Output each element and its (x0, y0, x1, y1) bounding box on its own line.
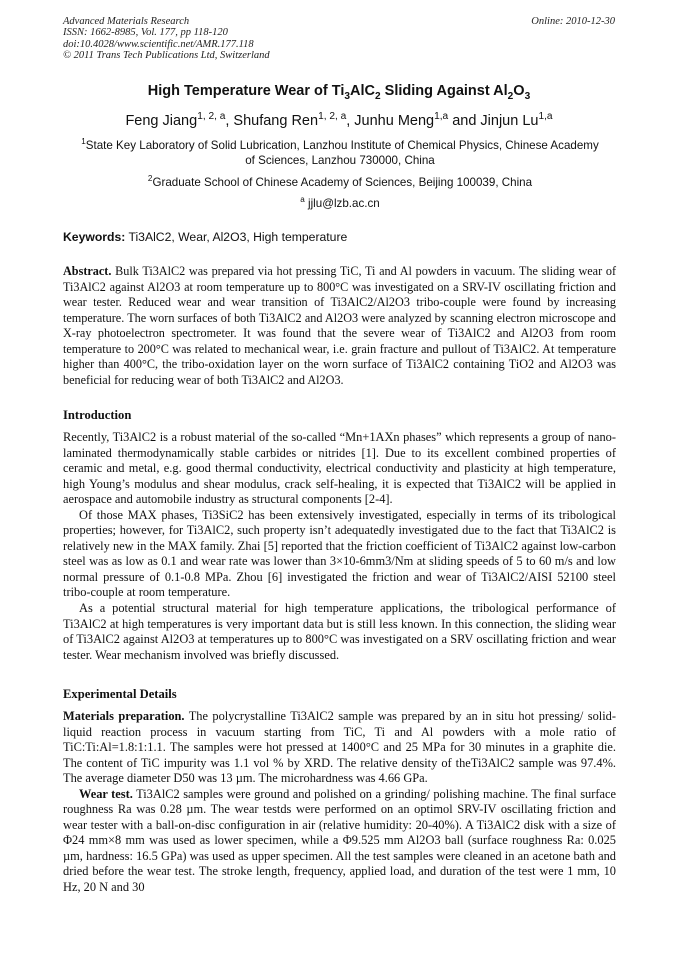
paragraph: Wear test. Ti3AlC2 samples were ground and polished on a grinding/ polishing machine. The final surface roughness Ra was 0.28 µm. The wear testds were performed on an optimol SRV-IV oscillating friction and wear tester with a ball-on-disc configuration in air (relative humidity: 20-40%). A Ti3AlC2 disk with a size of Φ24 mm×8 mm was used as lower specimen, while a Φ9.525 mm Al2O3 ball (surface roughness Ra: 0.025 µm, hardness: 16.5 GPa) was used as upper specimen. All the test samples were cleaned in an acetone bath and dried before the wear test. The stroke length, frequency, applied load, and duration of the test were 1 mm, 10 Hz, 20 N and 30 (63, 786, 616, 895)
abstract-label: Abstract. (63, 264, 112, 278)
keywords-label: Keywords: (63, 230, 126, 244)
affiliation-1: $^1$State Key Laboratory of Solid Lubrication, Lanzhou Institute of Chemical Physics, Chinese Academy of Sciences, Lanzhou 730000, China (81, 137, 599, 167)
paper-title: High Temperature Wear of $Ti_3AlC_2$ Sliding Against $Al_2O_3$ (147, 83, 531, 102)
abstract-text: Bulk Ti3AlC2 was prepared via hot pressing TiC, Ti and Al powders in vacuum. The sliding wear of Ti3AlC2 against Al2O3 at room temperature up to 800°C was investigated on a SRV-IV oscillating friction and wear tester. Reduced wear and wear transition of Ti3AlC2/Al2O3 tribo-couple were found by increasing temperature. The worn surfaces of both Ti3AlC2 and Al2O3 were analyzed by scanning electron microscope and X-ray photoelectron spectrometer. It was found that the severe wear of Ti3AlC2 and Al2O3 from room temperature to 200°C was related to mechanical wear, i.e. grain fracture and pullout of Ti3AlC2. At temperature higher than 400°C, the tribo-oxidation layer on the worn surface of Ti3AlC2 containing TiO2 and Al2O3 was beneficial for reducing wear of both Ti3AlC2 and Al2O3. (63, 264, 617, 387)
abstract (63, 264, 616, 388)
doi-line: doi:10.4028/www.scientific.net/AMR.177.118 (63, 38, 254, 50)
keywords (63, 230, 347, 244)
author: Feng Jiang (125, 113, 198, 129)
online-date: Online: 2010-12-30 (531, 16, 615, 27)
section-heading-experimental: Experimental Details (63, 687, 177, 701)
paragraph: Of those MAX phases, Ti3SiC2 has been extensively investigated, especially in terms of its tribological properties; however, for Ti3AlC2, such property isn’t adequatedly investigated due to the fact that Ti3AlC2 is relatively new in the MAX family. Zhai [5] reported that the friction coefficient of Ti3AlC2 against low-carbon steel was as low as 0.1 and wear rate was lower than 3×10-6mm3/Nm at sliding speeds of 5 to 60 m/s and low normal pressure of 0.1-0.8 MPa. Zhou [6] investigated the friction and wear of Ti3AlC2/AISI 52100 steel tribo-couple at room temperature. (63, 507, 616, 600)
author-email[interactable]: jjlu@lzb.ac.cn (308, 197, 380, 210)
journal-name: Advanced Materials Research (63, 16, 190, 27)
subheading-materials: Materials preparation. (63, 709, 185, 723)
paragraph: Materials preparation. The polycrystalline Ti3AlC2 sample was prepared by an in situ hot pressing/ solid-liquid reaction process in vacuum starting from TiC, Ti and Al powders with a mole ratio of TiC:Ti:Al=1.8:1:1.1. The samples were hot pressed at 1400°C and 25 MPa for 30 minutes in a graphite die. The content of TiC impurity was 1.1 vol % by XRD. The relative density of theTi3AlC2 sample was 97.4%. The average diameter D50 was 13 µm. The microhardness was 4.66 GPa. (63, 709, 616, 786)
section-heading-introduction: Introduction (63, 408, 132, 422)
author: Jinjun Lu (480, 113, 539, 129)
author-list: Feng Jiang$^{1, 2, a}$, Shufang Ren$^{1, 2, a}$, Junhu Meng$^{1,a}$ and Jinjun Lu$^{1,a}$ (125, 111, 553, 129)
affiliation-2: $^2$Graduate School of Chinese Academy of Sciences, Beijing 100039, China (147, 174, 533, 189)
email-line: $^a$ jjlu@lzb.ac.cn (300, 195, 380, 210)
subheading-wear-test: Wear test. (79, 786, 133, 801)
author: Shufang Ren (233, 113, 319, 129)
author: Junhu Meng (354, 113, 435, 129)
introduction-body (63, 430, 616, 663)
paragraph: As a potential structural material for high temperature applications, the tribological performance of Ti3AlC2 at high temperatures is very important data but is still less known. In this connection, the sliding wear of Ti3AlC2 against Al2O3 at temperatures up to 800°C was investigated on a SRV oscillating friction and wear tester. Wear mechanism involved was briefly discussed. (63, 601, 616, 662)
experimental-body (63, 709, 616, 896)
issn-line: ISSN: 1662-8985, Vol. 177, pp 118-120 (63, 27, 228, 39)
keywords-text: Ti3AlC2, Wear, Al2O3, High temperature (128, 230, 348, 244)
paragraph: Recently, Ti3AlC2 is a robust material of the so-called “Mn+1AXn phases” which represents a group of nano-laminated thermodynamically stable carbides or nitrides [1]. Due to its excellent combined properties of ceramic and metal, e.g. good thermal conductivity, electrical conductivity and plasticity at high temperature, high Young’s modulus and shear modulus, crack self-healing, it is expected that Ti3AlC2 will be applied in aerospace and automobile industry as structural components [2-4]. (63, 430, 616, 507)
running-header (63, 16, 270, 62)
copyright-line: © 2011 Trans Tech Publications Ltd, Switzerland (63, 50, 270, 62)
